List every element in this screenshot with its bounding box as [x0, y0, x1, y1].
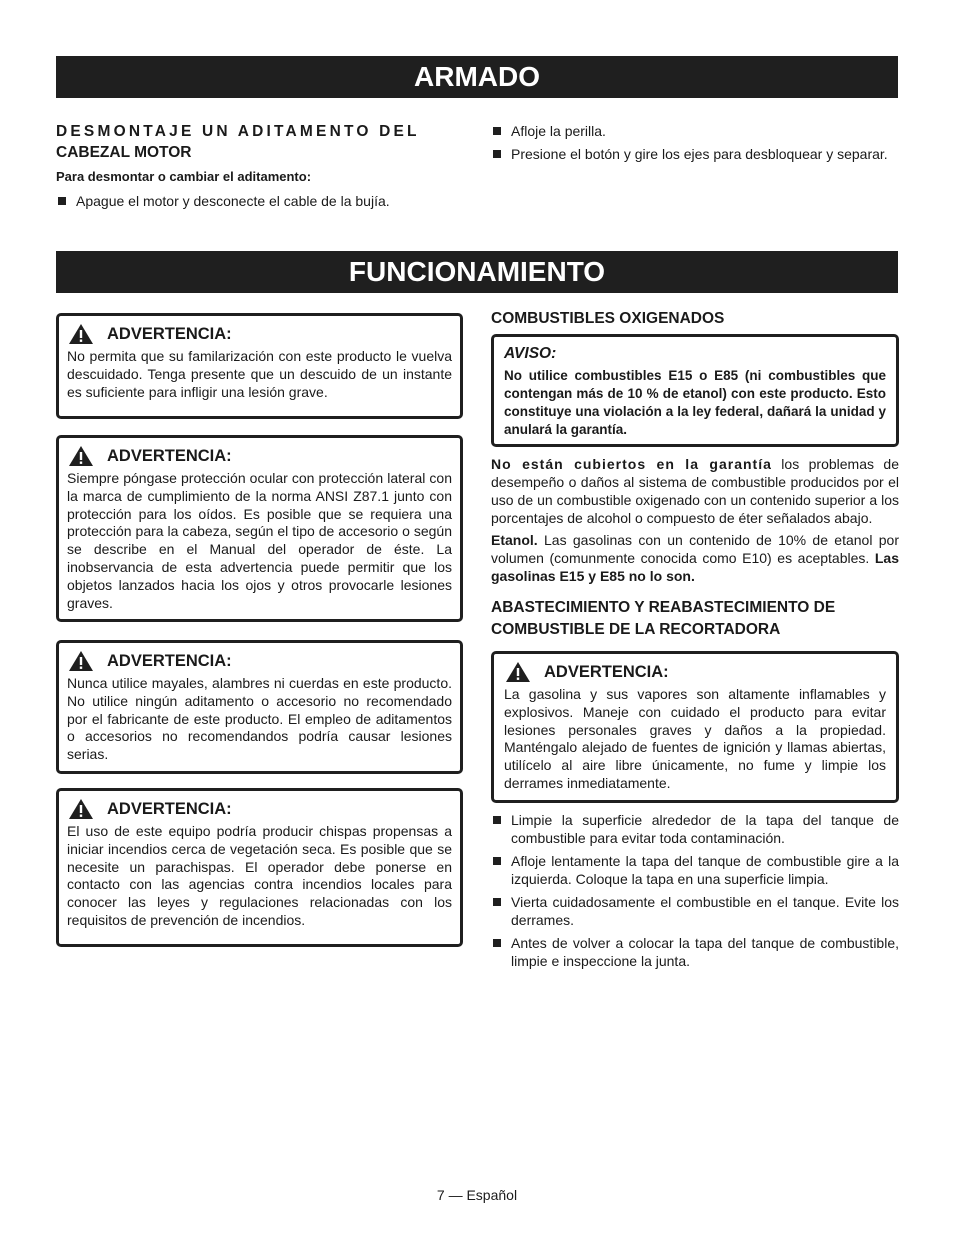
- square-bullet-icon: [493, 857, 501, 865]
- list-item: Vierta cuidadosamente el combustible en el tanque. Evite los derrames.: [491, 893, 899, 929]
- page-footer: 7 — Español: [436, 1187, 518, 1203]
- warning-triangle-icon: [69, 446, 93, 466]
- list-item: Limpie la superficie alrededor de la tapa del tanque de combustible para evitar toda contaminación.: [491, 811, 899, 847]
- warranty-paragraph: No están cubiertos en la garantía los problemas de desempeño o daños al sistema de combustible producidos por el uso de un combustible oxigenado con un contenido superior a los porcentajes de alcohol o compuesto de éter señalados abajo.: [491, 456, 899, 526]
- warning-title: ADVERTENCIA:: [107, 651, 232, 670]
- warning-text: No permita que su familarización con este producto le vuelva descuidado. Tenga presente que un descuido de un instante es suficiente para infligir una lesión grave.: [67, 348, 452, 400]
- armado-banner: ARMADO: [56, 56, 898, 98]
- warning-box-fuel: [491, 651, 899, 803]
- fuel-column: [491, 308, 899, 975]
- square-bullet-icon: [493, 939, 501, 947]
- warning-triangle-icon: [506, 662, 530, 682]
- aviso-box: [491, 334, 899, 447]
- warning-box-4: [56, 788, 463, 947]
- warning-triangle-icon: [69, 651, 93, 671]
- armado-subheading: Para desmontar o cambiar el aditamento:: [56, 169, 312, 184]
- warning-text: Nunca utilice mayales, alambres ni cuerdas en este producto. No utilice ningún aditamento o accesorio no recomendado por el fabricante de este producto. El empleo de aditamentos o accesorios no recomendandos podría causar lesiones serias.: [67, 675, 452, 763]
- fuel-steps-list: [491, 811, 899, 970]
- funcionamiento-banner: FUNCIONAMIENTO: [56, 251, 898, 293]
- armado-right-column: [491, 122, 898, 168]
- armado-heading-line2: CABEZAL MOTOR: [56, 144, 192, 161]
- warning-title: ADVERTENCIA:: [107, 446, 232, 465]
- square-bullet-icon: [493, 150, 501, 158]
- square-bullet-icon: [58, 197, 66, 205]
- list-item: Afloje la perilla.: [491, 122, 898, 140]
- square-bullet-icon: [493, 127, 501, 135]
- list-item: Apague el motor y desconecte el cable de la bujía.: [56, 192, 464, 210]
- list-item: Presione el botón y gire los ejes para desbloquear y separar.: [491, 145, 898, 163]
- armado-right-list: [491, 122, 898, 163]
- armado-left-list: [56, 192, 464, 210]
- warning-title: ADVERTENCIA:: [107, 324, 232, 343]
- warning-text: Siempre póngase protección ocular con protección lateral con la marca de cumplimiento de la norma ANSI Z87.1 junto con protección para los oídos. Es posible que se requiera una protección para la cabeza, según el tipo de accesorio o según se describe en el Manual del operador de éste. La inobservancia de esta advertencia puede permitir que los objetos lanzados hacia los ojos y otros provocarle lesiones graves.: [67, 470, 452, 611]
- square-bullet-icon: [493, 816, 501, 824]
- warning-triangle-icon: [69, 324, 93, 344]
- etanol-paragraph: Etanol. Las gasolinas con un contenido de 10% de etanol por volumen (comunmente conocida como E10) es aceptables. Las gasolinas E15 y E85 no lo son.: [491, 532, 899, 584]
- warning-text: El uso de este equipo podría producir chispas propensas a iniciar incendios cerca de vegetación seca. Es posible que se necesite un parachispas. El operador debe ponerse en contacto con las agencias contra incendios locales para conocer las leyes y regulaciones relacionadas con los requisitos de prevención de incendios.: [67, 823, 452, 928]
- warning-text: La gasolina y sus vapores son altamente inflamables y explosivos. Maneje con cuidado el producto para evitar lesiones personales graves y daños a la propiedad. Manténgalo alejado de fuentes de ignición y llamas abiertas, utilícelo al aire libre únicamente, no fume y limpie los derrames inmediatamente.: [504, 686, 886, 791]
- aviso-title: AVISO:: [504, 345, 557, 362]
- warning-title: ADVERTENCIA:: [544, 662, 669, 681]
- warning-title: ADVERTENCIA:: [107, 799, 232, 818]
- warning-box-3: [56, 640, 463, 774]
- aviso-text: No utilice combustibles E15 o E85 (ni combustibles que contengan más de 10 % de etanol) con este producto. Esto constituye una violación a la ley federal, dañará la unidad y anulará la garantía.: [504, 368, 886, 437]
- list-item: Afloje lentamente la tapa del tanque de combustible gire a la izquierda. Coloque la tapa en una superficie limpia.: [491, 852, 899, 888]
- warning-box-2: [56, 435, 463, 622]
- square-bullet-icon: [493, 898, 501, 906]
- list-item: Antes de volver a colocar la tapa del tanque de combustible, limpie e inspeccione la junta.: [491, 934, 899, 970]
- warnings-column: [56, 313, 463, 947]
- warning-triangle-icon: [69, 799, 93, 819]
- combustibles-heading: COMBUSTIBLES OXIGENADOS: [491, 310, 725, 327]
- armado-left-column: [56, 121, 464, 215]
- abastecimiento-heading: ABASTECIMIENTO Y REABASTECIMIENTO DE COMBUSTIBLE DE LA RECORTADORA: [491, 599, 836, 638]
- warning-box-1: [56, 313, 463, 419]
- armado-heading-line1: DESMONTAJE UN ADITAMENTO DEL: [56, 123, 420, 140]
